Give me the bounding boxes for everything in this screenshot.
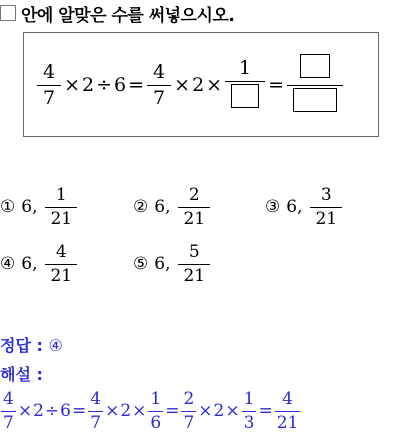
- answer-line: [0, 333, 63, 356]
- denominator: 7: [90, 412, 102, 433]
- fraction: [148, 390, 163, 432]
- fraction: [310, 186, 342, 228]
- number: 2: [120, 401, 132, 422]
- numerator: 4: [55, 242, 67, 262]
- denominator: 7: [183, 412, 195, 433]
- numerator: 4: [43, 61, 56, 83]
- fraction: [88, 390, 103, 432]
- denominator: 7: [37, 85, 61, 109]
- equals-sign: =: [258, 401, 273, 422]
- numerator: 1: [239, 57, 252, 79]
- blank-square-icon: [0, 5, 16, 21]
- denominator: 21: [178, 207, 210, 229]
- fraction: [242, 390, 257, 432]
- numerator: 1: [150, 389, 162, 409]
- fraction: [45, 243, 77, 285]
- fraction: [275, 390, 301, 432]
- numerator: 4: [3, 389, 14, 409]
- option-integer: 6,: [154, 197, 171, 218]
- option-integer: 6,: [154, 254, 171, 275]
- fraction: [287, 54, 343, 117]
- denominator: 21: [45, 207, 77, 229]
- numerator: 4: [282, 389, 293, 409]
- times-sign: ×: [206, 74, 223, 97]
- denominator: [225, 81, 265, 113]
- fraction: [225, 58, 265, 113]
- instruction-text: 안에 알맞은 수를 써넣으시오.: [21, 5, 235, 26]
- equals-sign: =: [165, 401, 180, 422]
- times-sign: ×: [64, 74, 81, 97]
- option-marker: ④: [0, 254, 16, 275]
- denominator: 6: [150, 412, 162, 433]
- option-integer: 6,: [21, 197, 38, 218]
- equals-sign: =: [268, 74, 284, 97]
- numerator: 4: [90, 389, 102, 409]
- fraction: [147, 62, 171, 109]
- explanation-label: 해설 :: [0, 365, 43, 384]
- equals-sign: =: [71, 401, 87, 422]
- denominator: 21: [276, 412, 299, 433]
- answer-blank-box[interactable]: [300, 54, 330, 78]
- option-2[interactable]: [133, 186, 211, 228]
- option-marker: ②: [133, 197, 149, 218]
- fraction: [1, 390, 16, 432]
- fraction: [37, 62, 61, 109]
- equals-sign: =: [128, 74, 145, 97]
- answer-value: ④: [48, 336, 63, 355]
- denominator: 21: [45, 264, 77, 286]
- denominator: 7: [3, 412, 14, 433]
- divide-sign: ÷: [96, 74, 113, 97]
- times-sign: ×: [132, 401, 147, 422]
- option-integer: 6,: [286, 197, 303, 218]
- option-5[interactable]: [133, 243, 211, 285]
- instruction-line: [0, 0, 234, 26]
- denominator: 21: [178, 264, 210, 286]
- option-integer: 6,: [21, 254, 38, 275]
- solution-expression: [0, 390, 301, 432]
- fraction: [45, 186, 77, 228]
- option-1[interactable]: [0, 186, 78, 228]
- denominator: 7: [147, 85, 171, 109]
- numerator: [294, 54, 336, 85]
- option-marker: ①: [0, 197, 16, 218]
- fraction: [181, 390, 196, 432]
- numerator: 1: [243, 389, 255, 409]
- times-sign: ×: [198, 401, 213, 422]
- answer-label: 정답 :: [0, 336, 43, 355]
- times-sign: ×: [105, 401, 120, 422]
- answer-blank-box[interactable]: [293, 88, 337, 112]
- numerator: 5: [188, 242, 200, 262]
- times-sign: ×: [225, 401, 240, 422]
- option-3[interactable]: [265, 186, 343, 228]
- denominator: [287, 85, 343, 117]
- times-sign: ×: [174, 74, 191, 97]
- fraction: [178, 186, 210, 228]
- numerator: 1: [55, 185, 67, 205]
- denominator: 3: [243, 412, 255, 433]
- number: 6: [114, 74, 127, 97]
- number: 2: [33, 401, 44, 422]
- number: 2: [213, 401, 225, 422]
- numerator: 3: [320, 185, 332, 205]
- number: 2: [192, 74, 205, 97]
- option-marker: ③: [265, 197, 281, 218]
- divide-sign: ÷: [44, 401, 60, 422]
- question-expression: [36, 54, 344, 117]
- option-4[interactable]: [0, 243, 78, 285]
- answer-blank-box[interactable]: [231, 84, 259, 108]
- option-marker: ⑤: [133, 254, 149, 275]
- fraction: [178, 243, 210, 285]
- numerator: 2: [188, 185, 200, 205]
- number: 6: [60, 401, 71, 422]
- numerator: 4: [153, 61, 166, 83]
- number: 2: [82, 74, 95, 97]
- denominator: 21: [310, 207, 342, 229]
- numerator: 2: [183, 389, 195, 409]
- times-sign: ×: [17, 401, 33, 422]
